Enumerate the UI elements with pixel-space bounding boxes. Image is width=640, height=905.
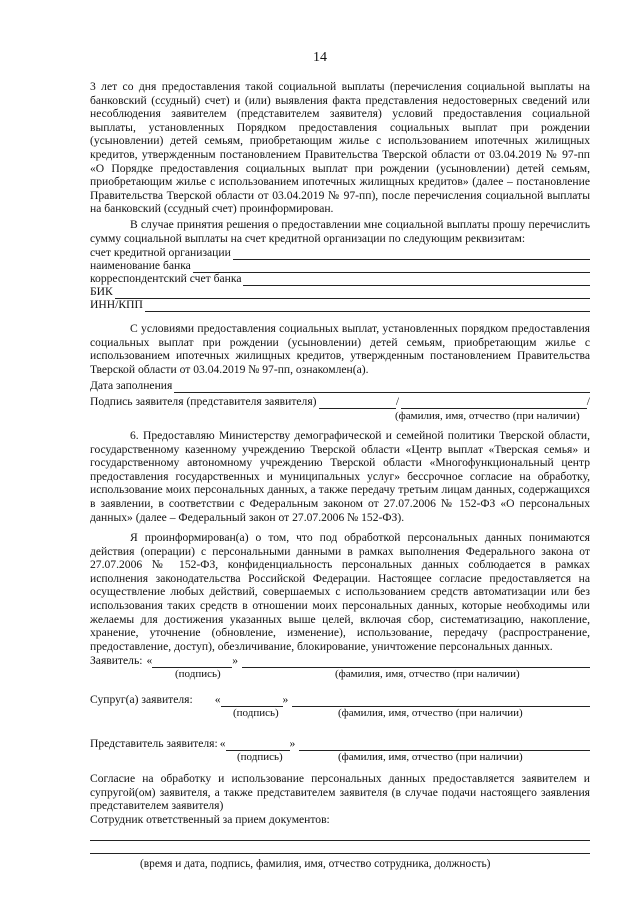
paragraph-social-payment-terms: 3 лет со дня предоставления такой социальной выплаты (перечисления социальной выплаты на банковский (ссудный) счет) и (или) выявления факта представления недостоверных сведений или несоблюдения заявителем (представителем заявителя) условий предоставления социальной выплаты, установленных Порядком предоставления социальных выплат при рождении (усыновлении) детей семьям, приобретающим жилье с использованием ипотечных жилищных кредитов, утвержденным постановлением Правительства Тверской области от 03.04.2019 № 97-пп «О Порядке предоставления социальных выплат при рождении (усыновлении) детей семьям, приобретающим жилье с использованием ипотечных жилищных кредитов» (далее – постановление Правительства Тверской области от 03.04.2019 № 97-пп), после перечисления социальной выплаты на банковский (ссудный счет) проинформирован.	[90, 80, 590, 216]
spouse-signature-caption: (подпись)	[233, 707, 279, 719]
fio-input-line[interactable]	[401, 398, 587, 409]
date-filled-label: Дата заполнения	[90, 379, 173, 392]
spouse-fio-caption: (фамилия, имя, отчество (при наличии)	[338, 707, 523, 719]
representative-signature-line[interactable]	[226, 740, 290, 751]
quote-open: «	[219, 737, 226, 750]
spouse-signature-row[interactable]	[90, 693, 590, 707]
spouse-fio-line[interactable]	[292, 696, 590, 707]
applicant-signature-row[interactable]	[90, 654, 590, 668]
representative-fio-caption: (фамилия, имя, отчество (при наличии)	[338, 751, 523, 763]
quote-close: »	[232, 654, 239, 667]
signature-input-line[interactable]	[319, 398, 396, 409]
bank-field-corr-account[interactable]	[90, 272, 590, 286]
quote-open: «	[214, 693, 221, 706]
employee-input-line-2[interactable]	[90, 853, 590, 854]
signature-label: Подпись заявителя (представителя заявителя)	[90, 395, 317, 408]
bank-field-label: БИК	[90, 285, 113, 298]
representative-signature-caption: (подпись)	[237, 751, 283, 763]
applicant-fio-line[interactable]	[242, 657, 590, 668]
paragraph-consent-given-by: Согласие на обработку и использование персональных данных предоставляется заявителем и супругой(ом) заявителя, а также представителем заявителя (в случае подачи настоящего заявления представителем заявителя)	[90, 772, 590, 813]
applicant-signature-line[interactable]	[152, 657, 232, 668]
representative-fio-line[interactable]	[299, 740, 590, 751]
quote-close: »	[282, 693, 289, 706]
bank-field-label: ИНН/КПП	[90, 298, 143, 311]
signature-field[interactable]	[90, 395, 590, 409]
bank-field-bank-name[interactable]	[90, 259, 590, 273]
input-line[interactable]	[115, 288, 590, 299]
paragraph-consent: 6. Предоставляю Министерству демографической и семейной политики Тверской области, государственному казенному учреждению Тверской области «Центр выплат «Тверская семья» и государственному автономному учреждению Тверской области «Многофункциональный центр предоставления государственных и муниципальных услуг» бессрочное согласие на обработку, использование моих персональных данных, а также передачу третьим лицам данных, содержащихся в заявлении, в соответствии с Федеральным законом от 27.07.2006 № 152-ФЗ «О персональных данных» (далее – Федеральный закон от 27.07.2006 № 152-ФЗ).	[90, 429, 590, 524]
applicant-fio-caption: (фамилия, имя, отчество (при наличии)	[335, 668, 520, 680]
input-line[interactable]	[145, 301, 590, 312]
slash-separator: /	[395, 395, 400, 408]
applicant-label: Заявитель:	[90, 654, 143, 667]
bank-field-inn-kpp[interactable]	[90, 298, 590, 312]
input-line[interactable]	[193, 262, 590, 273]
paragraph-acknowledgement: С условиями предоставления социальных выплат, установленных порядком предоставления социальных выплат при рождении (усыновлении) детей семьям, приобретающим жилье с использованием ипотечных жилищных кредитов, утвержденным постановлением Правительства Тверской области от 03.04.2019 № 97-пп, ознакомлен(а).	[90, 322, 590, 376]
representative-signature-row[interactable]	[90, 737, 590, 751]
bank-field-label: счет кредитной организации	[90, 246, 231, 259]
representative-label: Представитель заявителя:	[90, 737, 218, 750]
bank-field-account[interactable]	[90, 246, 590, 260]
quote-close: »	[289, 737, 296, 750]
bank-field-bik[interactable]	[90, 285, 590, 299]
input-line[interactable]	[243, 275, 590, 286]
spouse-label: Супруг(а) заявителя:	[90, 693, 193, 706]
date-input-line[interactable]	[174, 382, 590, 393]
spouse-signature-line[interactable]	[221, 696, 283, 707]
paragraph-transfer-request: В случае принятия решения о предоставлении мне социальной выплаты прошу перечислить сумму социальной выплаты на счет кредитной организации по следующим реквизитам:	[90, 218, 590, 245]
bank-field-label: наименование банка	[90, 259, 191, 272]
quote-open: «	[146, 654, 153, 667]
slash-separator: /	[586, 395, 590, 408]
employee-label: Сотрудник ответственный за прием документов:	[90, 813, 330, 826]
bank-field-label: корреспондентский счет банка	[90, 272, 242, 285]
date-filled-field[interactable]	[90, 379, 590, 393]
employee-input-line[interactable]	[90, 840, 590, 841]
fio-caption: (фамилия, имя, отчество (при наличии)	[395, 410, 580, 422]
employee-caption: (время и дата, подпись, фамилия, имя, отчество сотрудника, должность)	[140, 858, 491, 870]
page-number: 14	[313, 50, 327, 65]
input-line[interactable]	[233, 249, 590, 260]
paragraph-informed: Я проинформирован(а) о том, что под обработкой персональных данных понимаются действия (операции) с персональными данными в рамках выполнения Федерального закона от 27.07.2006 № 152-ФЗ, конфиденциальность персональных данных соблюдается в рамках исполнения законодательства Российской Федерации. Настоящее согласие предоставляется на осуществление любых действий, совершаемых с использованием средств автоматизации или без использования таких средств в отношении моих персональных данных, которые необходимы или желаемы для достижения указанных выше целей, включая сбор, систематизацию, накопление, хранение, уточнение (обновление, изменение), использование, передачу (распространение, предоставление, доступ), обезличивание, блокирование, уничтожение персональных данных.	[90, 531, 590, 653]
applicant-signature-caption: (подпись)	[175, 668, 221, 680]
